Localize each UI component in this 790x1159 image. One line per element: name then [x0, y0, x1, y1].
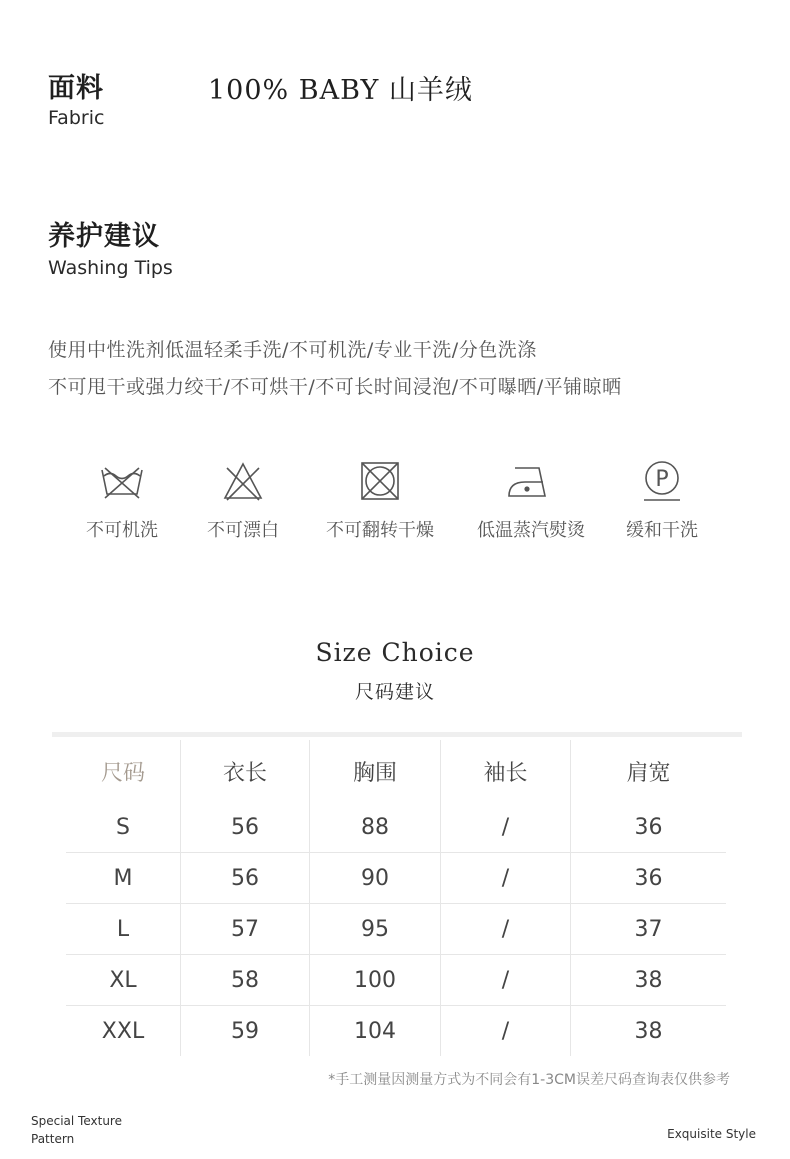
chest-cell: 100 [309, 955, 440, 1005]
care-item-no-machine-wash [52, 460, 192, 542]
care-item-no-bleach [173, 460, 313, 542]
size-cell: M [113, 865, 133, 891]
shoulder-cell: 36 [570, 853, 726, 903]
washing-subtitle: Washing Tips [48, 257, 173, 279]
sleeve-cell: / [440, 904, 570, 954]
size-title: Size Choice [315, 638, 475, 667]
sleeve-cell: / [440, 853, 570, 903]
low-iron-icon [505, 460, 557, 504]
shoulder-cell: 36 [570, 802, 726, 852]
size-footnote: *手工测量因测量方式为不同会有1-3CM误差尺码查询表仅供参考 [328, 1072, 730, 1088]
care-label: 不可翻转干燥 [326, 520, 434, 541]
sleeve-cell: / [440, 1006, 570, 1056]
care-item-low-iron [461, 460, 601, 542]
chest-cell: 95 [309, 904, 440, 954]
washing-title: 养护建议 [48, 221, 160, 252]
size-cell: XXL [101, 1018, 145, 1044]
table-header-row [66, 740, 726, 802]
table-top-bar [52, 732, 742, 737]
header-chest: 胸围 [309, 740, 440, 802]
length-cell: 56 [180, 853, 309, 903]
svg-text:P: P [655, 467, 669, 492]
care-label: 不可漂白 [207, 520, 279, 541]
footer-right-text: Exquisite Style [667, 1127, 756, 1141]
table-row [66, 1005, 726, 1056]
table-row [66, 903, 726, 954]
no-machine-wash-icon [98, 460, 146, 504]
care-item-gentle-dry-clean [592, 460, 732, 542]
shoulder-cell: 37 [570, 904, 726, 954]
size-table [66, 740, 726, 1056]
size-cell: L [116, 916, 130, 942]
chest-cell: 104 [309, 1006, 440, 1056]
table-row [66, 852, 726, 903]
footer-left-line-2: Pattern [31, 1132, 75, 1146]
size-cell: S [116, 814, 130, 840]
care-label: 低温蒸汽熨烫 [477, 520, 585, 541]
header-sleeve: 袖长 [440, 740, 570, 802]
table-row [66, 954, 726, 1005]
header-length: 衣长 [180, 740, 309, 802]
length-cell: 58 [180, 955, 309, 1005]
chest-cell: 88 [309, 802, 440, 852]
chest-cell: 90 [309, 853, 440, 903]
sleeve-cell: / [440, 802, 570, 852]
footer-left-text [31, 1112, 122, 1148]
shoulder-cell: 38 [570, 1006, 726, 1056]
length-cell: 56 [180, 802, 309, 852]
length-cell: 57 [180, 904, 309, 954]
length-cell: 59 [180, 1006, 309, 1056]
table-row [66, 802, 726, 852]
fabric-title: 面料 [48, 73, 104, 104]
sleeve-cell: / [440, 955, 570, 1005]
care-label: 不可机洗 [86, 520, 158, 541]
washing-instructions-line-2: 不可甩干或强力绞干/不可烘干/不可长时间浸泡/不可曝晒/平铺晾晒 [48, 376, 622, 398]
shoulder-cell: 38 [570, 955, 726, 1005]
care-item-no-tumble-dry [310, 460, 450, 542]
size-cell: XL [109, 967, 137, 993]
header-size: 尺码 [100, 760, 145, 786]
header-shoulder: 肩宽 [570, 740, 726, 802]
fabric-subtitle: Fabric [48, 107, 105, 129]
gentle-dry-clean-icon [638, 460, 686, 504]
no-tumble-dry-icon [356, 460, 404, 504]
footer-left-line-1: Special Texture [31, 1114, 122, 1128]
care-label: 缓和干洗 [626, 520, 698, 541]
size-subtitle: 尺码建议 [354, 681, 435, 703]
fabric-value: 100% BABY 山羊绒 [208, 75, 473, 106]
no-bleach-icon [219, 460, 267, 504]
washing-instructions-line-1: 使用中性洗剂低温轻柔手洗/不可机洗/专业干洗/分色洗涤 [48, 339, 537, 361]
